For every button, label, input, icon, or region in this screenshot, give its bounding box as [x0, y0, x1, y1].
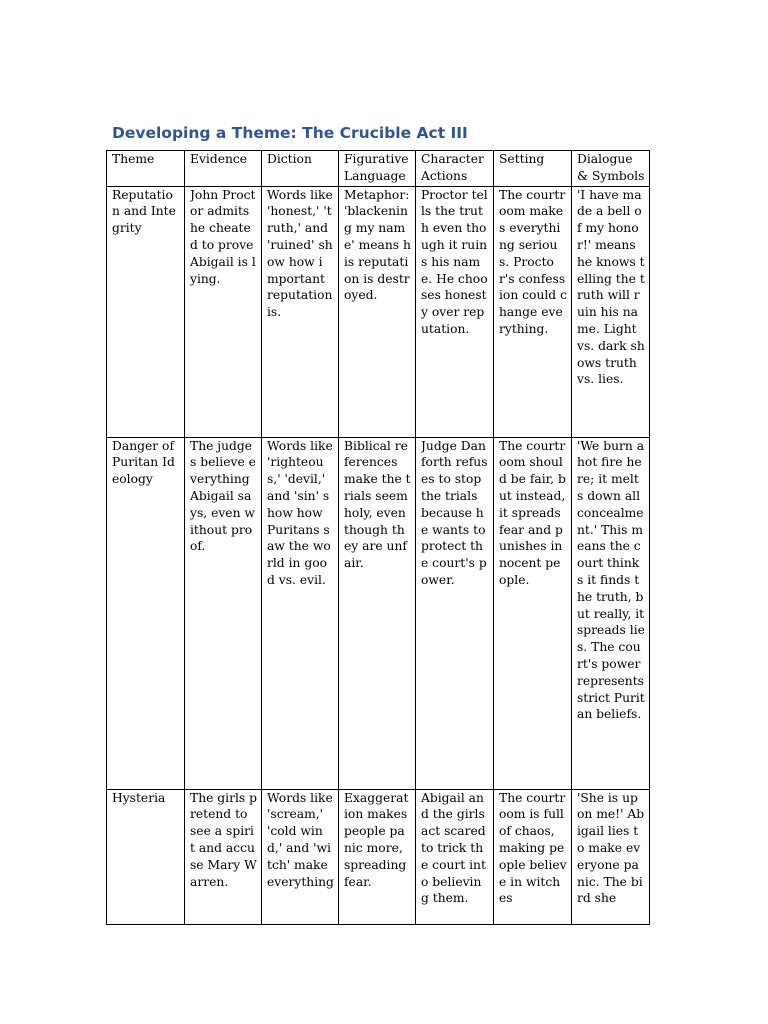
cell-text: Abigail and the girls act scared to trick the court into believing them.: [421, 790, 486, 906]
table-cell: [572, 186, 650, 437]
table-cell: [339, 789, 416, 924]
column-header-diction: Diction: [262, 151, 339, 187]
column-header-figurative-language: Figurative Language: [339, 151, 416, 187]
table-cell: [494, 186, 572, 437]
cell-text: Words like 'scream,' 'cold wind,' and 'witch' make everything: [267, 790, 334, 889]
cell-text: The judges believe everything Abigail says, even without proof.: [190, 438, 256, 554]
table-cell: [339, 437, 416, 789]
cell-text: Words like 'righteous,' 'devil,' and 'sin' show how Puritans saw the world in good vs. evil.: [267, 438, 333, 587]
cell-text: Judge Danforth refuses to stop the trials because he wants to protect the court's power.: [421, 438, 488, 587]
cell-text: Words like 'honest,' 'truth,' and 'ruined' show how important reputation is.: [267, 187, 333, 320]
table-cell: [494, 789, 572, 924]
cell-text: The courtroom should be fair, but instead, it spreads fear and punishes innocent people.: [499, 438, 566, 587]
table-cell: [185, 789, 262, 924]
table-cell: [416, 789, 494, 924]
cell-text: Exaggeration makes people panic more, spreading fear.: [344, 790, 409, 889]
table-row: [107, 437, 650, 789]
column-header-evidence: Evidence: [185, 151, 262, 187]
column-header-theme: Theme: [107, 151, 185, 187]
cell-text: Danger of Puritan Ideology: [112, 438, 175, 487]
column-header-character-actions: Character Actions: [416, 151, 494, 187]
table-cell: [185, 437, 262, 789]
table-cell: [262, 437, 339, 789]
column-header-setting: Setting: [494, 151, 572, 187]
cell-text: 'She is upon me!' Abigail lies to make everyone panic. The bird she: [577, 790, 645, 906]
table-header-row: [107, 151, 650, 187]
cell-text: Hysteria: [112, 790, 166, 805]
table-cell: [107, 186, 185, 437]
table-cell: [107, 789, 185, 924]
table-cell: [416, 437, 494, 789]
table-cell: [185, 186, 262, 437]
table-cell: [339, 186, 416, 437]
table-cell: [572, 437, 650, 789]
cell-text: The courtroom makes everything serious. Proctor's confession could change everything.: [499, 187, 567, 336]
column-header-dialogue-symbols: Dialogue & Symbols: [572, 151, 650, 187]
document-title: Developing a Theme: The Crucible Act III: [112, 124, 468, 142]
table-cell: [262, 186, 339, 437]
table-cell: [572, 789, 650, 924]
cell-text: 'I have made a bell of my honor!' means he knows telling the truth will ruin his name. Light vs. dark shows truth vs. lies.: [577, 187, 645, 387]
table-cell: [416, 186, 494, 437]
cell-text: The courtroom is full of chaos, making people believe in witches: [499, 790, 567, 906]
theme-table: [106, 150, 650, 925]
cell-text: Proctor tells the truth even though it ruins his name. He chooses honesty over reputation.: [421, 187, 488, 336]
cell-text: The girls pretend to see a spirit and accuse Mary Warren.: [190, 790, 257, 889]
cell-text: Metaphor: 'blackening my name' means his reputation is destroyed.: [344, 187, 411, 303]
cell-text: Reputation and Integrity: [112, 187, 176, 236]
table-cell: [107, 437, 185, 789]
cell-text: John Proctor admits he cheated to prove Abigail is lying.: [190, 187, 256, 286]
table-cell: [262, 789, 339, 924]
cell-text: 'We burn a hot fire here; it melts down all concealment.' This means the court thinks it finds the truth, but really, it spreads lies. The court's power represents strict Puritan beliefs.: [577, 438, 645, 722]
table-row: [107, 789, 650, 924]
cell-text: Biblical references make the trials seem holy, even though they are unfair.: [344, 438, 411, 571]
table-cell: [494, 437, 572, 789]
table-row: [107, 186, 650, 437]
